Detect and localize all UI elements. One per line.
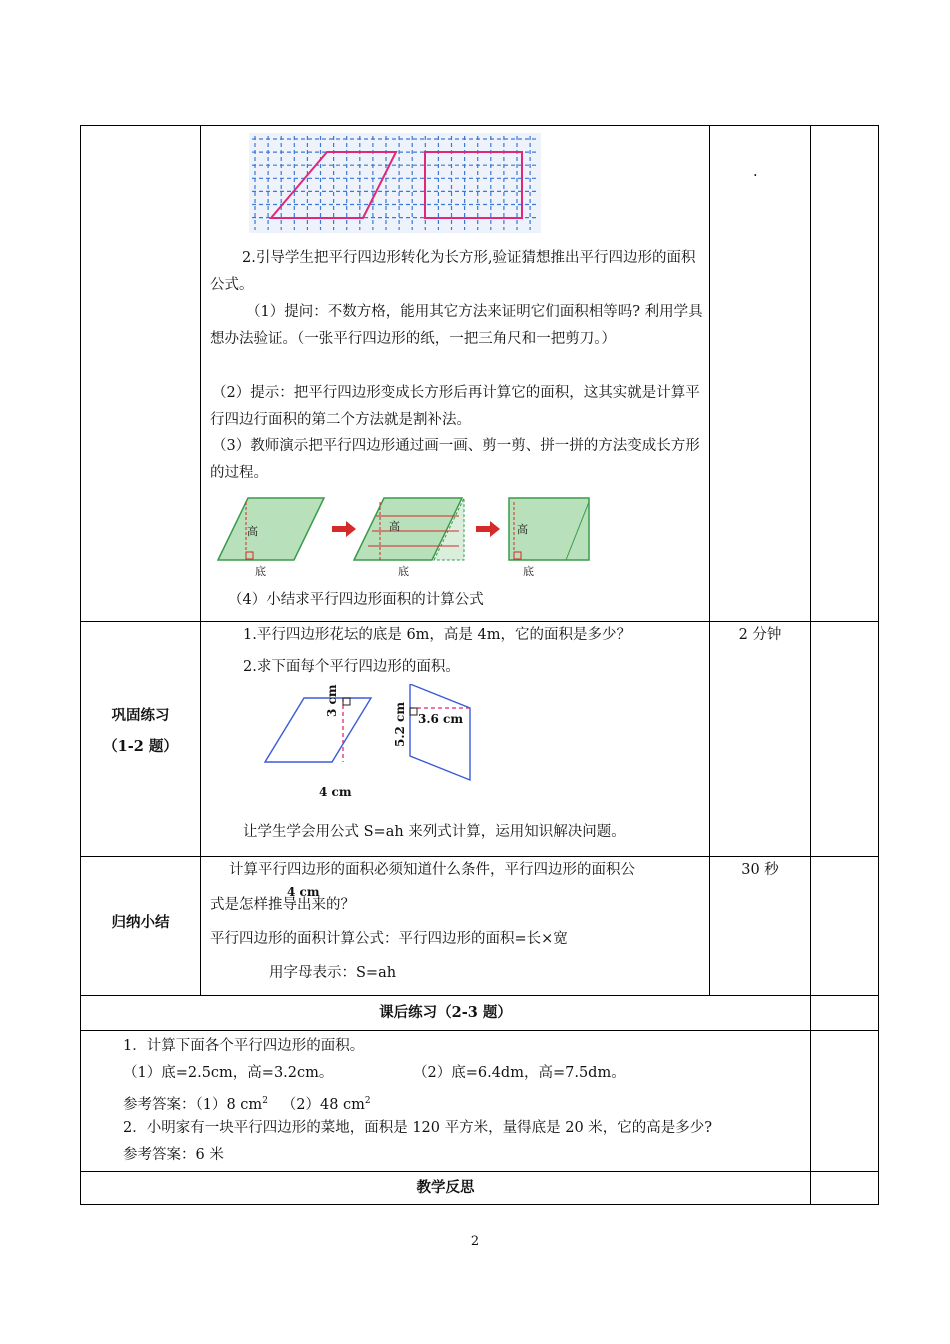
answer-1-sup-1: 2 xyxy=(262,1096,268,1106)
row1-content-cell xyxy=(200,125,710,622)
summary-time-cell xyxy=(709,856,811,996)
reflection-header: 教学反思 xyxy=(416,1179,475,1196)
row1-extra-cell xyxy=(810,125,879,622)
question-2-paragraph: （2）提示：把平行四边形变成长方形后再计算它的面积，这其实就是计算平行四边行面积的第二个方法就是割补法。 xyxy=(210,385,700,428)
practice-time: 2 分钟 xyxy=(738,627,782,643)
homework-answer-2: 参考答案：6 米 xyxy=(123,1147,224,1163)
homework-content-extra xyxy=(810,1030,879,1172)
fig1-height-label: 3 cm xyxy=(325,684,339,717)
question-4-paragraph: （4）小结求平行四边形面积的计算公式 xyxy=(228,592,484,608)
fig1-base-text: 4 cm xyxy=(319,785,352,799)
reflection-extra-cell xyxy=(810,1171,879,1205)
answer-1-sup-2: 2 xyxy=(364,1096,371,1106)
height-label-1: 高 xyxy=(247,525,258,538)
summary-formula: 平行四边形的面积计算公式：平行四边形的面积=长×宽 xyxy=(210,931,568,947)
practice-figures xyxy=(259,684,479,794)
fig2-height-label: 3.6 cm xyxy=(418,712,464,726)
fig2-side-label: 5.2 cm xyxy=(393,701,407,747)
row1-label-cell xyxy=(80,125,201,622)
height-label-3: 高 xyxy=(517,523,528,536)
summary-content-cell xyxy=(200,856,710,996)
homework-header: 课后练习（2-3 题） xyxy=(379,1004,512,1021)
practice-label: 巩固练习 xyxy=(111,707,170,724)
row1-time-cell xyxy=(709,125,811,622)
base-label-1: 底 xyxy=(255,565,266,578)
homework-q2: 2．小明家有一块平行四边形的菜地，面积是 120 平方米，量得底是 20 米，它的高是多少? xyxy=(123,1120,713,1136)
practice-extra-cell xyxy=(810,621,879,857)
practice-note: 让学生学会用公式 S=ah 来列式计算，运用知识解决问题。 xyxy=(243,824,626,840)
practice-time-cell xyxy=(709,621,811,857)
homework-content-cell xyxy=(80,1030,811,1172)
homework-header-cell xyxy=(80,995,811,1031)
summary-question-line-2: 式是怎样推导出来的？ xyxy=(210,897,355,913)
summary-question-line-1: 计算平行四边形的面积必须知道什么条件，平行四边形的面积公 xyxy=(229,862,635,878)
page-number: 2 xyxy=(470,1234,480,1249)
height-label-2: 高 xyxy=(389,520,400,533)
practice-label-cell xyxy=(80,621,201,857)
dot-mark: . xyxy=(753,164,758,180)
practice-item-1: 1.平行四边形花坛的底是 6m，高是 4m，它的面积是多少？ xyxy=(243,627,632,643)
homework-q1-a: （1）底=2.5cm，高=3.2cm。 xyxy=(123,1065,334,1081)
cut-and-paste-diagram xyxy=(214,488,609,580)
base-label-3: 底 xyxy=(523,565,534,578)
base-label-2: 底 xyxy=(398,565,409,578)
homework-q1: 1．计算下面各个平行四边形的面积。 xyxy=(123,1038,365,1054)
homework-answer-1 xyxy=(123,1088,371,1118)
summary-time: 30 秒 xyxy=(741,862,779,878)
answer-1-part-1: 参考答案：（1）8 cm xyxy=(123,1096,263,1113)
reflection-header-cell xyxy=(80,1171,811,1205)
grid-figure xyxy=(249,133,541,233)
practice-label-count: （1-2 题） xyxy=(103,738,178,755)
question-1-paragraph: （1）提问：不数方格，能用其它方法来证明它们面积相等吗? 利用学具想办法验证。（一张平行四边形的纸，一把三角尺和一把剪刀。） xyxy=(210,304,703,347)
summary-extra-cell xyxy=(810,856,879,996)
question-3-paragraph: （3）教师演示把平行四边形通过画一画、剪一剪、拼一拼的方法变成长方形的过程。 xyxy=(210,438,700,481)
fig1-base-label: 4 cm xyxy=(287,885,320,899)
lesson-table xyxy=(80,125,879,1205)
step2-paragraph: 2.引导学生把平行四边形转化为长方形,验证猜想推出平行四边形的面积公式。 xyxy=(210,250,696,293)
practice-item-2: 2.求下面每个平行四边形的面积。 xyxy=(243,659,460,675)
answer-1-part-2: （2）48 cm xyxy=(281,1096,365,1113)
summary-label-cell xyxy=(80,856,201,996)
summary-letters: 用字母表示：S=ah xyxy=(269,965,397,981)
homework-q1-b: （2）底=6.4dm，高=7.5dm。 xyxy=(413,1065,626,1081)
homework-header-extra xyxy=(810,995,879,1031)
summary-label: 归纳小结 xyxy=(111,914,170,931)
